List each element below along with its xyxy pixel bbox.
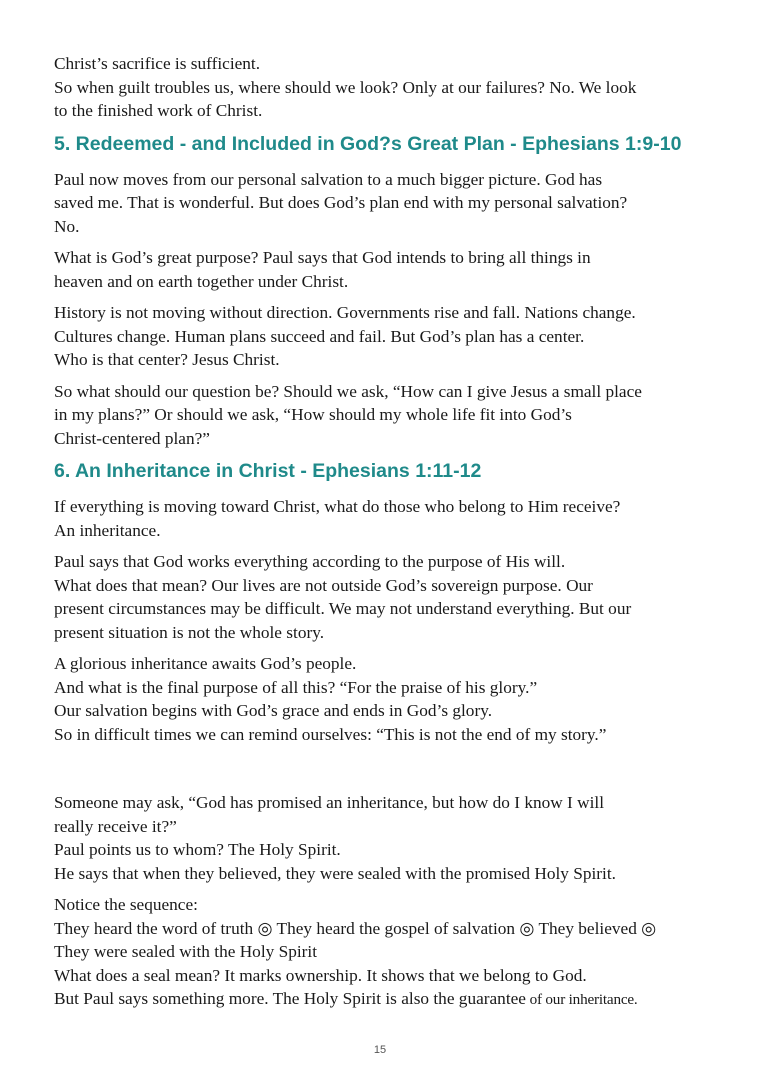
text-line: So what should our question be? Should we ask, “How can I give Jesus a small place — [54, 381, 642, 401]
text-line: So in difficult times we can remind ourselves: “This is not the end of my story.” — [54, 724, 607, 744]
intro-paragraph — [54, 52, 724, 123]
text-line: And what is the final purpose of all this? “For the praise of his glory.” — [54, 677, 538, 697]
text-line: Our salvation begins with God’s grace and ends in God’s glory. — [54, 701, 493, 720]
text-line: So when guilt troubles us, where should we look? Only at our failures? No. We look — [54, 77, 637, 97]
text-line: present situation is not the whole story. — [54, 622, 325, 642]
text-line: Christ-centered plan?” — [54, 428, 210, 448]
text-line: Paul says that God works everything according to the purpose of His will. — [54, 552, 566, 571]
text-line: No. — [54, 216, 80, 236]
text-line: Christ’s sacrifice is sufficient. — [54, 54, 261, 73]
document-page — [54, 52, 724, 1020]
text-line: Who is that center? Jesus Christ. — [54, 350, 280, 369]
text-line — [54, 987, 724, 1012]
text-line: He says that when they believed, they were sealed with the promised Holy Spirit. — [54, 863, 616, 883]
text-line: present circumstances may be difficult. We may not understand everything. But our — [54, 599, 632, 618]
text-line: History is not moving without direction. Governments rise and fall. Nations change. — [54, 303, 636, 322]
text-line: to the finished work of Christ. — [54, 101, 263, 120]
text-line: saved me. That is wonderful. But does God’s plan end with my personal salvation? — [54, 193, 628, 212]
page-number: 15 — [373, 1044, 387, 1056]
sequence-line: They heard the word of truth ◎ They heard the gospel of salvation ◎ They believed ◎ — [54, 918, 657, 938]
paragraph — [54, 495, 724, 542]
paragraph — [54, 168, 724, 239]
paragraph — [54, 246, 724, 293]
paragraph — [54, 893, 724, 1012]
text-line: Paul points us to whom? The Holy Spirit. — [54, 840, 341, 859]
section-heading-6: 6. An Inheritance in Christ - Ephesians 1:11-12 — [54, 460, 482, 482]
text-line: Paul now moves from our personal salvation to a much bigger picture. God has — [54, 169, 603, 189]
blank-space — [54, 754, 724, 791]
text-line: If everything is moving toward Christ, what do those who belong to Him receive? — [54, 497, 621, 516]
text-line: What does a seal mean? It marks ownership. It shows that we belong to God. — [54, 965, 587, 985]
paragraph — [54, 652, 724, 746]
paragraph — [54, 301, 724, 372]
text-line: What is God’s great purpose? Paul says that God intends to bring all things in — [54, 248, 591, 267]
text-line: Cultures change. Human plans succeed and fail. But God’s plan has a center. — [54, 326, 585, 346]
text-line: Someone may ask, “God has promised an inheritance, but how do I know I will — [54, 793, 605, 812]
section-heading-5: 5. Redeemed - and Included in God?s Great Plan - Ephesians 1:9-10 — [54, 132, 682, 155]
paragraph — [54, 380, 724, 451]
text-line: Notice the sequence: — [54, 895, 198, 914]
text-line: They were sealed with the Holy Spirit — [54, 942, 317, 961]
text-run-small: of our inheritance. — [525, 991, 638, 1008]
text-line: heaven and on earth together under Christ. — [54, 271, 349, 291]
paragraph — [54, 550, 724, 644]
text-line: really receive it?” — [54, 816, 177, 836]
text-line: A glorious inheritance awaits God’s people. — [54, 654, 357, 673]
text-run: But Paul says something more. The Holy Spirit is also the guarantee — [54, 989, 526, 1008]
text-line: What does that mean? Our lives are not outside God’s sovereign purpose. Our — [54, 575, 593, 595]
paragraph — [54, 791, 724, 885]
text-line: An inheritance. — [54, 520, 161, 540]
text-line: in my plans?” Or should we ask, “How should my whole life fit into God’s — [54, 405, 572, 424]
